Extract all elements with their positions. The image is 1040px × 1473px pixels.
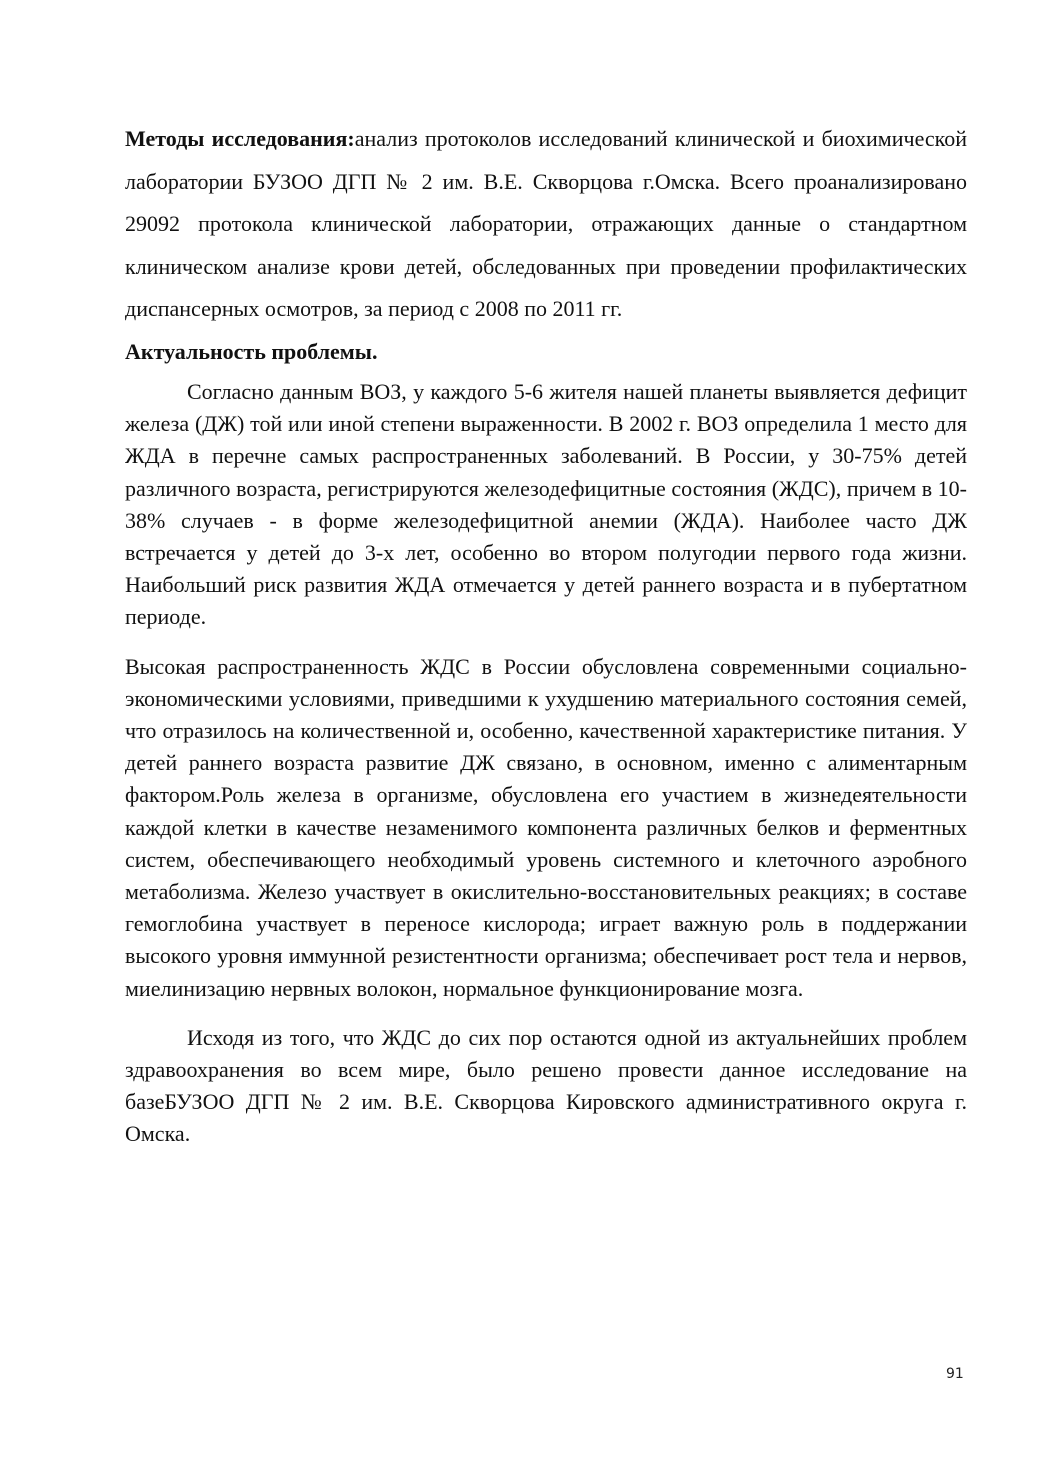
paragraph-3: Исходя из того, что ЖДС до сих пор остаются одной из актуальнейших проблем здравоохранения во всем мире, было решено провести данное исследование на базеБУЗОО ДГП № 2 им. В.Е. Скворцова Кировского административного округа г. Омска. bbox=[125, 1024, 967, 1147]
methods-paragraph bbox=[125, 118, 967, 331]
section-heading: Актуальность проблемы. bbox=[125, 338, 378, 364]
paragraph-1: Согласно данным ВОЗ, у каждого 5-6 жителя нашей планеты выявляется дефицит железа (ДЖ) той или иной степени выраженности. В 2002 г. ВОЗ определила 1 место для ЖДА в перечне самых распространенных заболеваний. В России, у 30-75% детей различного возраста, регистрируются железодефицитные состояния (ЖДС), причем в 10-38% случаев - в форме железодефицитной анемии (ЖДА). Наиболее часто ДЖ встречается у детей до 3-х лет, особенно во втором полугодии первого года жизни. Наибольший риск развития ЖДА отмечается у детей раннего возраста и в пубертатном периоде. bbox=[125, 379, 967, 630]
methods-label: Методы исследования: bbox=[125, 126, 355, 151]
methods-text: анализ протоколов исследований клинической и биохимической лаборатории БУЗОО ДГП № 2 им. В.Е. Скворцова г.Омска. Всего проанализировано 29092 протокола клинической лаборатории, отражающих данные о стандартном клиническом анализе крови детей, обследованных при проведении профилактических диспансерных осмотров, за период с 2008 по 2011 гг. bbox=[125, 126, 967, 321]
page-number: 91 bbox=[946, 1366, 964, 1382]
paragraph-2: Высокая распространенность ЖДС в России обусловлена современными социально-экономическими условиями, приведшими к ухудшению материального состояния семей, что отразилось на количественной и, особенно, качественной характеристике питания. У детей раннего возраста развитие ДЖ связано, в основном, именно с алиментарным фактором.Роль железа в организме, обусловлена его участием в жизнедеятельности каждой клетки в качестве незаменимого компонента различных белков и ферментных систем, обеспечивающего необходимый уровень системного и клеточного аэробного метаболизма. Железо участвует в окислительно-восстановительных реакциях; в составе гемоглобина участвует в переносе кислорода; играет важную роль в поддержании высокого уровня иммунной резистентности организма; обеспечивает рост тела и нервов, миелинизацию нервных волокон, нормальное функционирование мозга. bbox=[125, 653, 967, 1001]
document-page bbox=[125, 118, 967, 1151]
